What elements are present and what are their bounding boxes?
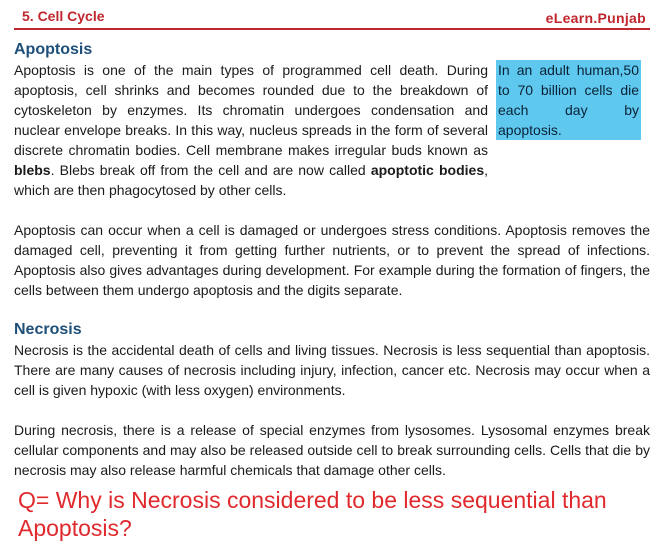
apoptosis-heading: Apoptosis <box>14 41 93 58</box>
apoptosis-intro-text: Apoptosis is one of the main types of programmed cell death. During apoptosis, cell shrinks and becomes rounded due to the breakdown of cytoskeleton by enzymes. Its chromatin undergoes condensation and nuclear envelope breaks. In this way, nucleus spreads in the form of several discrete chromatin bodies. Cell membrane makes irregular buds known as <box>14 62 488 158</box>
chapter-title: 5. Cell Cycle <box>22 8 105 24</box>
necrosis-heading: Necrosis <box>14 321 82 338</box>
necrosis-paragraph-2: During necrosis, there is a release of special enzymes from lysosomes. Lysosomal enzymes break cellular components and may also be released outside cell to break surrounding cells. Cells that die by necrosis may also release harmful chemicals that damage other cells. <box>14 422 650 478</box>
apoptosis-end-text: , which are then phagocytosed by other cells. <box>14 162 488 198</box>
blebs-term: blebs <box>14 162 51 178</box>
page-header <box>14 6 650 30</box>
necrosis-paragraph-1: Necrosis is the accidental death of cells and living tissues. Necrosis is less sequential than apoptosis. There are many causes of necrosis including injury, infection, cancer etc. Necrosis may occur when a cell is given hypoxic (with less oxygen) environments. <box>14 342 650 398</box>
brand-name: eLearn.Punjab <box>545 10 646 26</box>
apoptotic-bodies-term: apoptotic bodies <box>370 162 485 178</box>
question-text: Q= Why is Necrosis considered to be less sequential than Apoptosis? <box>18 487 607 541</box>
document-body <box>14 40 650 480</box>
apoptosis-fact-callout: In an adult human,50 to 70 billion cells die each day by apoptosis. <box>498 62 639 138</box>
apoptosis-paragraph-2: Apoptosis can occur when a cell is damaged or undergoes stress conditions. Apoptosis removes the damaged cell, preventing it from getting further nutrients, or to prevent the spread of infections. Apoptosis also gives advantages during development. For example during the formation of fingers, the cells between them undergo apoptosis and the digits separate. <box>14 222 650 298</box>
apoptosis-mid-text: . Blebs break off from the cell and are now called <box>50 162 371 178</box>
apoptosis-paragraph-1 <box>14 60 488 200</box>
apoptosis-intro-row <box>14 60 650 200</box>
